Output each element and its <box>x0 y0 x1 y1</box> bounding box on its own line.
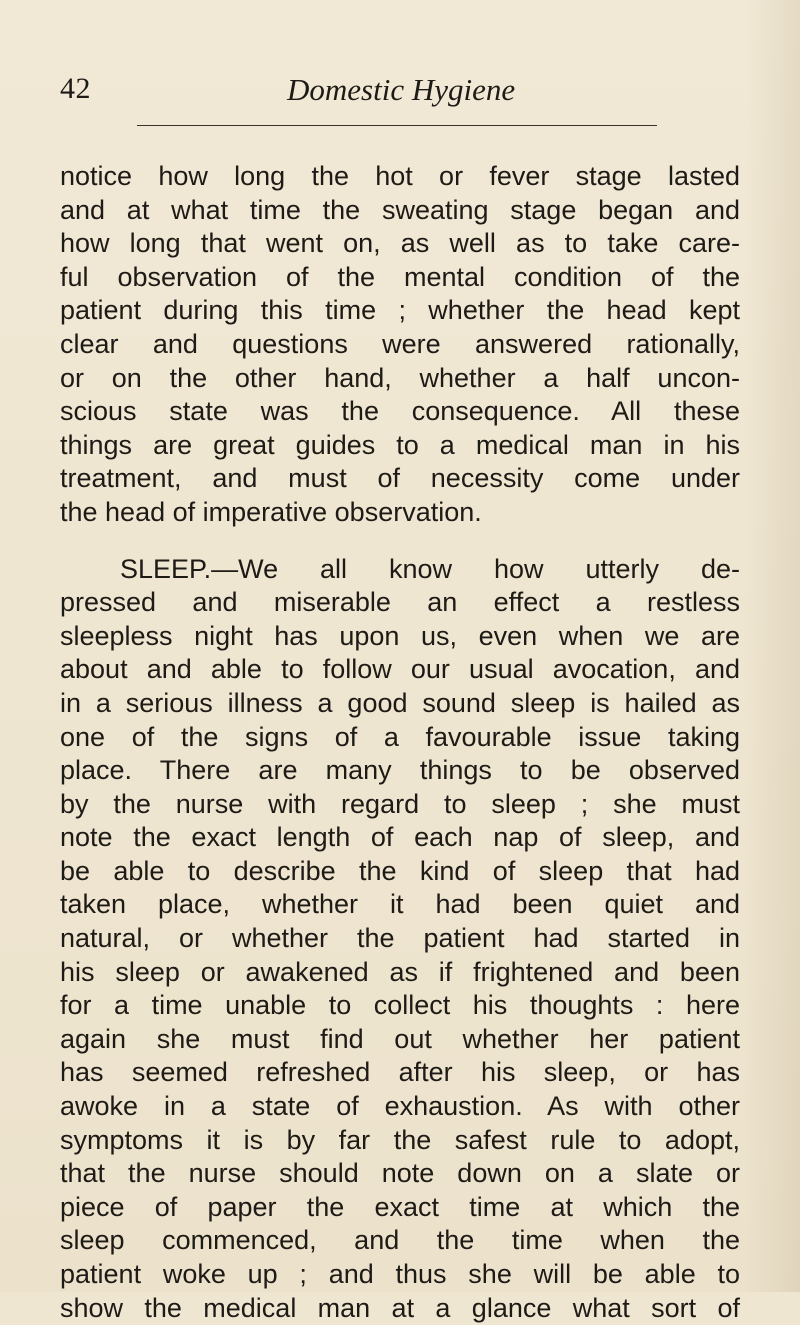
text-line: be able to describe the kind of sleep that had <box>60 855 740 886</box>
text-line: note the exact length of each nap of sleep, and <box>60 822 740 853</box>
text-line: the head of imperative observation. <box>60 496 482 527</box>
header-rule <box>137 125 657 126</box>
text-line: that the nurse should note down on a slate or <box>60 1158 740 1189</box>
text-line: show the medical man at a glance what sort of <box>60 1292 740 1323</box>
text-line: natural, or whether the patient had started in <box>60 923 740 954</box>
text-line: clear and questions were answered rationally, <box>60 328 740 359</box>
text-line: awoke in a state of exhaustion. As with other <box>60 1091 740 1122</box>
text-line: piece of paper the exact time at which the <box>60 1191 740 1222</box>
text-line: patient woke up ; and thus she will be able to <box>60 1259 740 1289</box>
running-head <box>60 72 760 112</box>
text-line: ful observation of the mental condition of the <box>60 261 740 292</box>
text-line: notice how long the hot or fever stage lasted <box>60 161 740 191</box>
text-line: for a time unable to collect his thoughts : here <box>60 990 740 1021</box>
text-line: in a serious illness a good sound sleep is hailed as <box>60 687 740 718</box>
text-line: treatment, and must of necessity come under <box>60 463 740 494</box>
text-line: sleepless night has upon us, even when we are <box>60 620 740 651</box>
text-line: about and able to follow our usual avocation, and <box>60 654 740 685</box>
paragraph-fever-observation <box>60 160 740 530</box>
body-text <box>60 160 740 1325</box>
text-line: symptoms it is by far the safest rule to adopt, <box>60 1124 740 1155</box>
text-line: or on the other hand, whether a half uncon- <box>60 362 740 393</box>
text-line: how long that went on, as well as to take care- <box>60 228 740 259</box>
text-line: taken place, whether it had been quiet and <box>60 889 740 920</box>
text-line: pressed and miserable an effect a restless <box>60 587 740 618</box>
text-line: and at what time the sweating stage began and <box>60 194 740 225</box>
paragraph-sleep <box>60 553 740 1325</box>
text-line: again she must find out whether her patient <box>60 1023 740 1054</box>
text-line: things are great guides to a medical man in his <box>60 429 740 460</box>
text-line: has seemed refreshed after his sleep, or has <box>60 1057 740 1088</box>
text-line: scious state was the consequence. All these <box>60 396 740 427</box>
paragraph-spacer <box>60 530 740 553</box>
text-line: place. There are many things to be observed <box>60 755 740 786</box>
text-line: SLEEP.—We all know how utterly de- <box>120 553 740 584</box>
running-title: Domestic Hygiene <box>287 72 516 107</box>
text-line: one of the signs of a favourable issue taking <box>60 721 740 752</box>
text-line: his sleep or awakened as if frightened and been <box>60 956 740 987</box>
page-number: 42 <box>60 72 91 105</box>
text-line: sleep commenced, and the time when the <box>60 1225 740 1256</box>
text-line: by the nurse with regard to sleep ; she must <box>60 788 740 819</box>
text-line: patient during this time ; whether the head kept <box>60 295 740 326</box>
